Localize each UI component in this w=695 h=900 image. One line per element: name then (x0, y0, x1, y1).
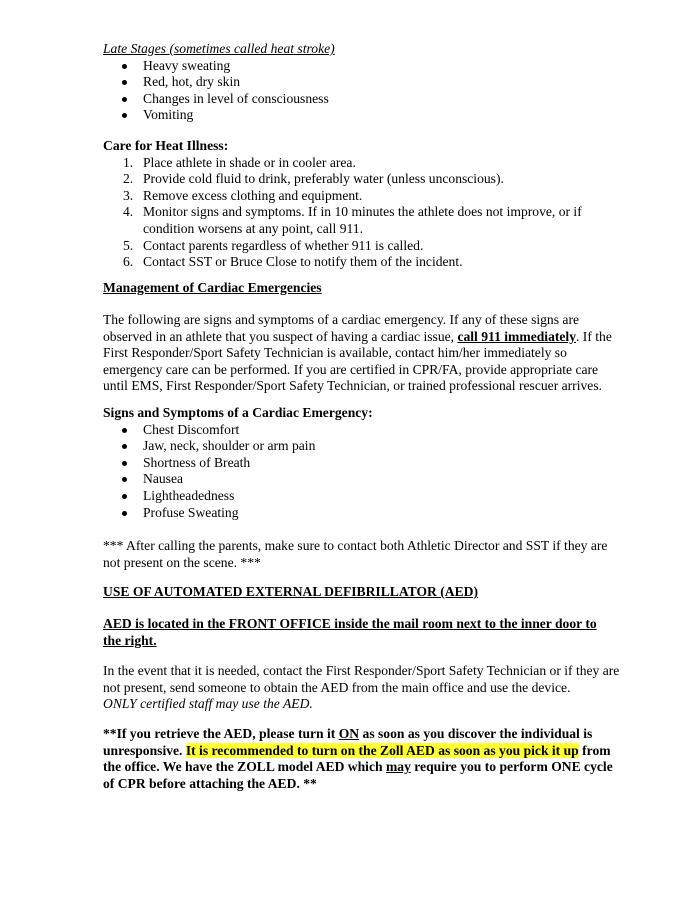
list-item: Changes in level of consciousness (103, 91, 623, 108)
certified-staff-note: ONLY certified staff may use the AED. (103, 696, 313, 712)
list-item (103, 254, 623, 271)
step-number: 5. (123, 237, 134, 253)
care-steps (103, 155, 623, 271)
cardiac-para-after: . If the First Responder/Sport Safety Technician is available, contact him/her immediately so emergency care can be performed. If you are certified in CPR/FA, provide appropriate care until EMS, First Responder/Sport Safety Technician, or trained professional rescuer arrives. (103, 328, 612, 394)
cardiac-paragraph (103, 312, 623, 395)
aed-warning-part-4: require you to perform ONE cycle of CPR before attaching the AED. ** (103, 759, 613, 791)
aed-para-text: In the event that it is needed, contact the First Responder/Sport Safety Technician or if they are not present, send someone to obtain the AED from the main office and use the device. (103, 663, 620, 695)
step-number: 2. (123, 171, 134, 187)
aed-warning-highlight: It is recommended to turn on the Zoll AED as soon as you pick it up (185, 742, 579, 758)
cardiac-signs-list (103, 422, 623, 522)
cardiac-signs-section (103, 405, 623, 521)
cardiac-heading: Management of Cardiac Emergencies (103, 280, 322, 295)
contact-note: *** After calling the parents, make sure to contact both Athletic Director and SST if they are not present on the scene. *** (103, 538, 608, 570)
care-heading: Care for Heat Illness: (103, 138, 229, 153)
list-item: Chest Discomfort (103, 422, 623, 439)
aed-location: AED is located in the FRONT OFFICE inside the mail room next to the inner door to the right. (103, 616, 597, 648)
care-section (103, 138, 623, 271)
step-number: 4. (123, 204, 134, 220)
cardiac-signs-heading: Signs and Symptoms of a Cardiac Emergency: (103, 405, 373, 420)
list-item: Vomiting (103, 107, 623, 124)
list-item (103, 238, 623, 255)
step-text: Provide cold fluid to drink, preferably water (unless unconscious). (143, 171, 504, 187)
step-text: Place athlete in shade or in cooler area. (143, 154, 356, 170)
list-item: Jaw, neck, shoulder or arm pain (103, 438, 623, 455)
aed-warning-part-3: from the office. We have the ZOLL model AED which (103, 742, 611, 775)
list-item: Lightheadedness (103, 488, 623, 505)
step-number: 6. (123, 254, 134, 270)
step-text: Contact parents regardless of whether 911 is called. (143, 237, 424, 253)
list-item (103, 155, 623, 172)
list-item (103, 171, 623, 188)
late-stages-list (103, 58, 623, 124)
aed-heading: USE OF AUTOMATED EXTERNAL DEFIBRILLATOR (AED) (103, 584, 479, 599)
late-stages-section (103, 41, 623, 124)
aed-warning (103, 726, 623, 792)
aed-warning-part-2: as soon as you discover the individual is unresponsive. (103, 726, 593, 758)
aed-warning-part-1: **If you retrieve the AED, please turn it (103, 726, 339, 741)
list-item: Nausea (103, 471, 623, 488)
step-text: Remove excess clothing and equipment. (143, 187, 363, 203)
list-item (103, 188, 623, 205)
list-item (103, 204, 623, 237)
step-text: Monitor signs and symptoms. If in 10 minutes the athlete does not improve, or if condition worsens at any point, call 911. (143, 204, 582, 236)
step-number: 3. (123, 187, 134, 203)
list-item: Heavy sweating (103, 58, 623, 75)
list-item: Shortness of Breath (103, 455, 623, 472)
step-number: 1. (123, 154, 134, 170)
aed-warning-on: ON (338, 726, 360, 741)
aed-paragraph (103, 663, 623, 713)
cardiac-para-before: The following are signs and symptoms of a cardiac emergency. If any of these signs are observed in an athlete that you suspect of having a cardiac issue, (103, 312, 580, 344)
call-911-emphasis: call 911 immediately (457, 328, 576, 344)
list-item: Red, hot, dry skin (103, 74, 623, 91)
aed-warning-may: may (385, 759, 411, 775)
step-text: Contact SST or Bruce Close to notify them of the incident. (143, 254, 463, 270)
late-stages-heading: Late Stages (sometimes called heat stroke) (103, 41, 335, 56)
list-item: Profuse Sweating (103, 505, 623, 522)
